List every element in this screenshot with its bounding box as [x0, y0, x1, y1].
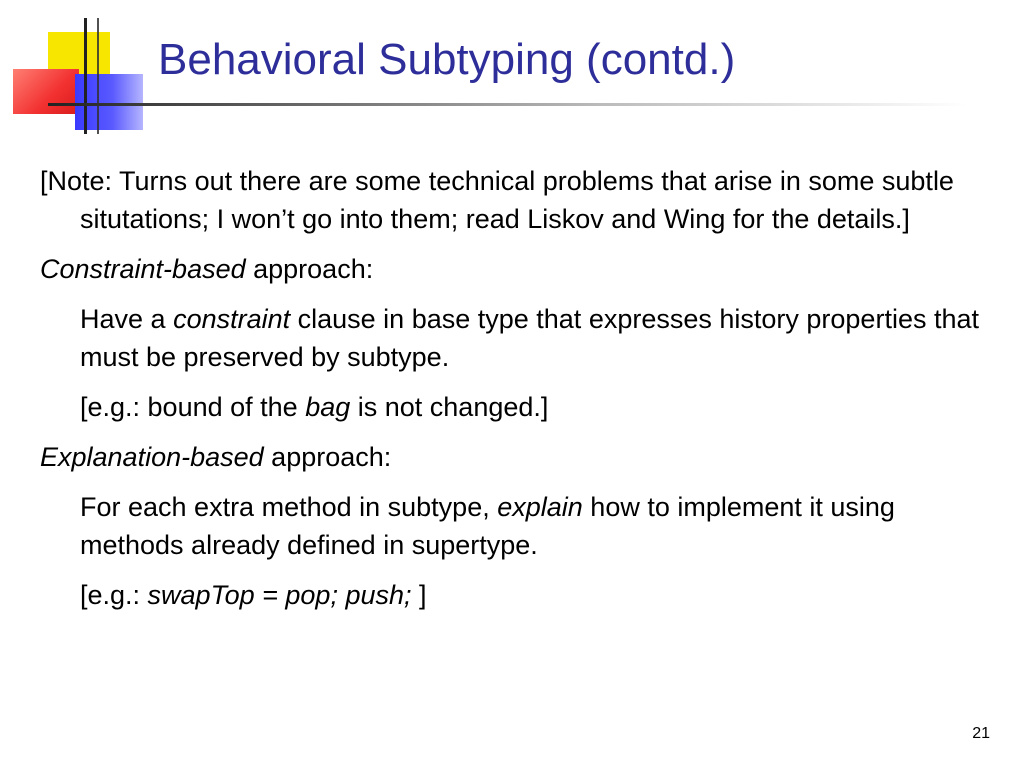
constraint-item-2-emphasis: bag: [305, 392, 351, 422]
explanation-item-1-emphasis: explain: [497, 492, 583, 522]
slide-title: Behavioral Subtyping (contd.): [158, 35, 736, 84]
slide-number: 21: [972, 725, 990, 742]
constraint-item-1-after: clause in base type that expresses history properties that must be preserved by subtype.: [80, 304, 979, 372]
logo-vertical-line: [84, 18, 87, 134]
slide-body: [40, 162, 980, 614]
overlapping-squares-logo-icon: [0, 0, 150, 140]
explanation-heading-emphasis: Explanation-based: [40, 442, 264, 472]
explanation-item-2-before: [e.g.:: [80, 580, 148, 610]
constraint-item-1-before: Have a: [80, 304, 174, 334]
explanation-item-1-after: how to implement it using methods already defined in supertype.: [80, 492, 895, 560]
explanation-heading-rest: approach:: [263, 442, 392, 472]
constraint-item-1: [40, 300, 980, 376]
constraint-heading: [40, 250, 980, 288]
logo-vertical-line-2: [97, 18, 99, 134]
constraint-heading-emphasis: Constraint-based: [40, 254, 246, 284]
constraint-item-2: [40, 388, 980, 426]
explanation-heading: [40, 438, 980, 476]
explanation-item-2: [40, 576, 980, 614]
explanation-item-2-emphasis: swapTop = pop; push;: [147, 580, 412, 610]
constraint-item-2-after: is not changed.]: [350, 392, 549, 422]
explanation-item-1-before: For each extra method in subtype,: [80, 492, 498, 522]
note-paragraph: [Note: Turns out there are some technical problems that arise in some subtle situtations; I won’t go into them; read Liskov and Wing for the details.]: [40, 166, 954, 234]
explanation-item-1: [40, 488, 980, 564]
logo-red-square: [13, 69, 79, 114]
constraint-heading-rest: approach:: [245, 254, 374, 284]
title-underline: [48, 103, 968, 106]
explanation-item-2-after: ]: [411, 580, 427, 610]
constraint-item-2-before: [e.g.: bound of the: [80, 392, 306, 422]
constraint-item-1-emphasis: constraint: [173, 304, 291, 334]
